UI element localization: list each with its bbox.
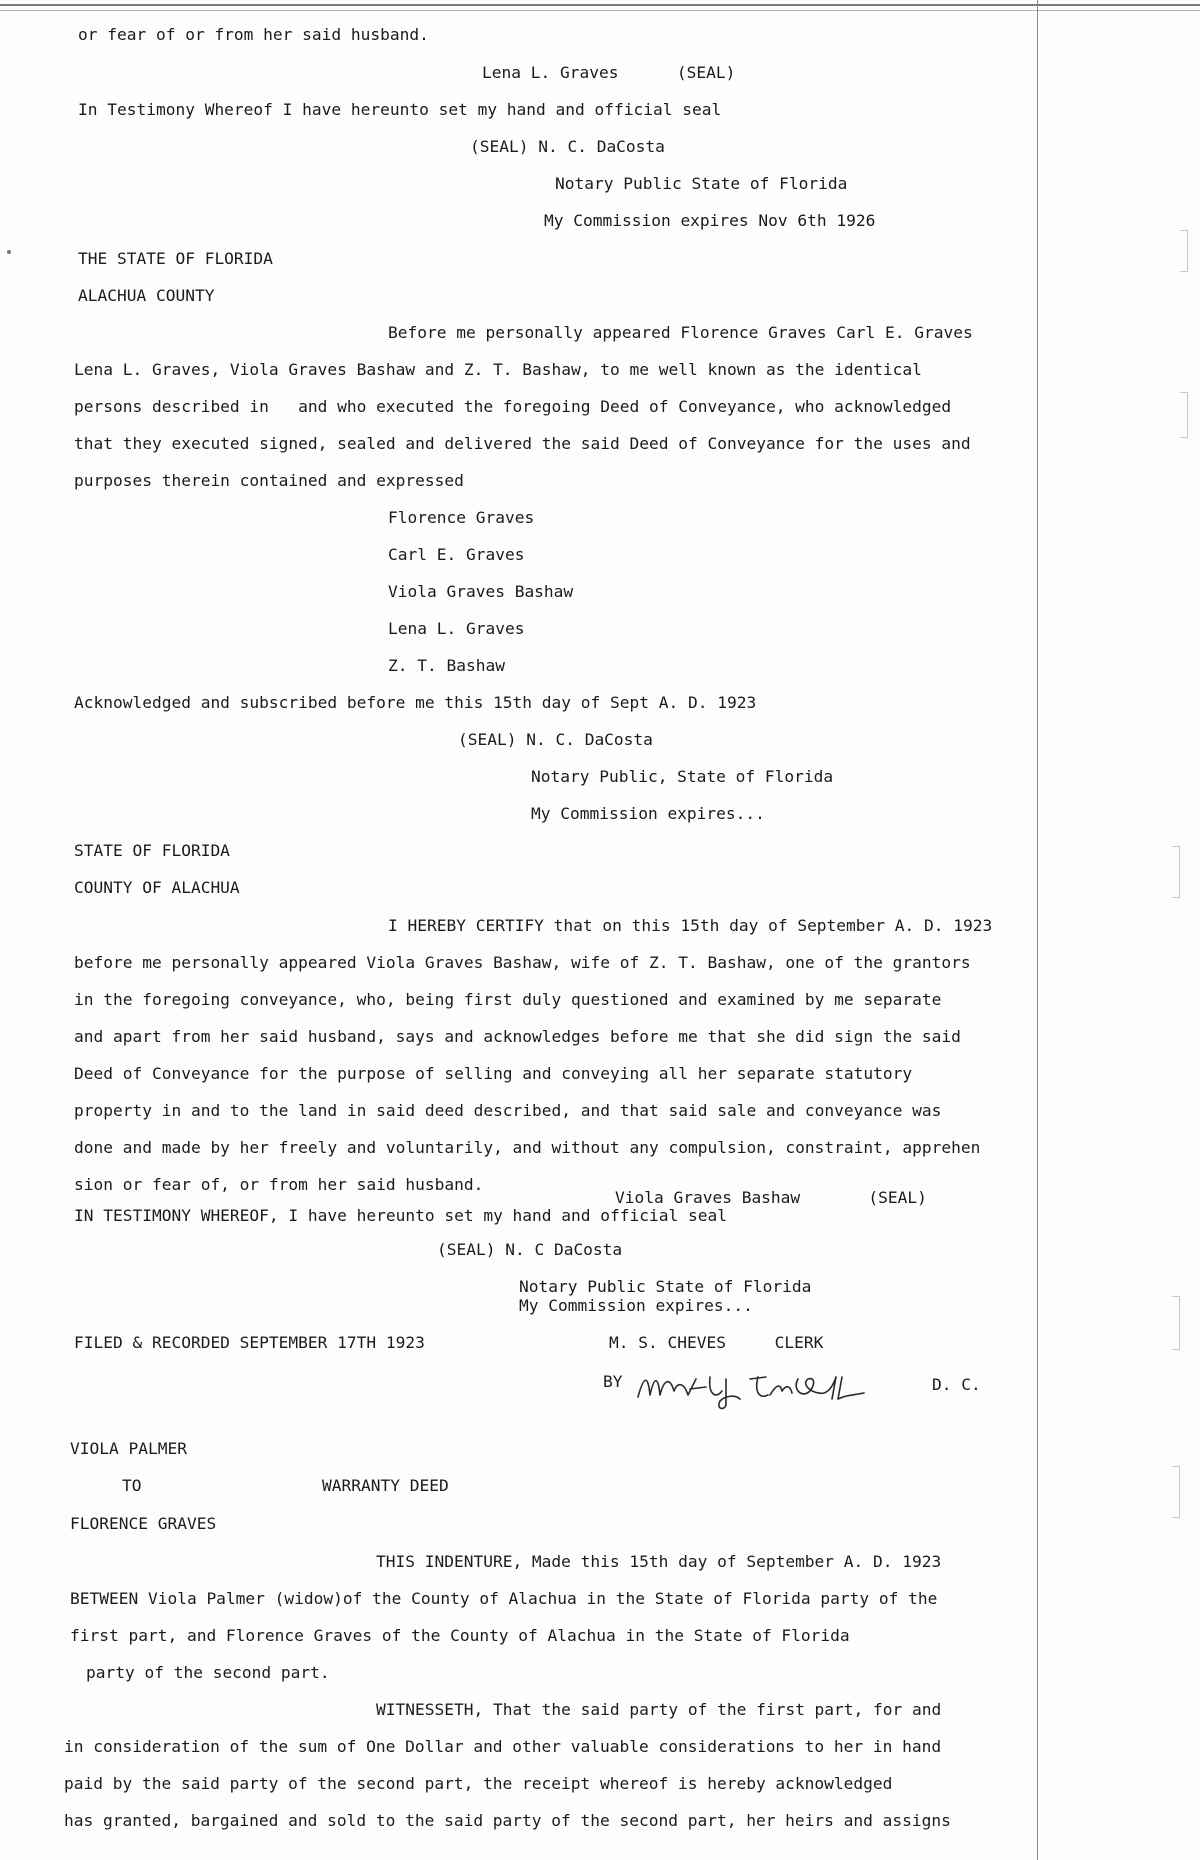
text-line: has granted, bargained and sold to the said party of the second part, her heirs and assigns	[64, 1811, 951, 1830]
filing-line: FILED & RECORDED SEPTEMBER 17TH 1923	[74, 1333, 425, 1352]
notary-seal-line: (SEAL) N. C DaCosta	[437, 1240, 623, 1259]
text-line: that they executed signed, sealed and delivered the said Deed of Conveyance for the uses and	[74, 434, 971, 453]
text-line: IN TESTIMONY WHEREOF, I have hereunto set my hand and official seal	[74, 1206, 727, 1225]
scan-artifact	[1172, 846, 1180, 898]
clerk-signature	[630, 1365, 890, 1415]
text-line: WITNESSETH, That the said party of the first part, for and	[376, 1700, 942, 1719]
text-line: persons described in and who executed the foregoing Deed of Conveyance, who acknowledged	[74, 397, 952, 416]
right-margin-line	[1037, 0, 1038, 1860]
text-line: I HEREBY CERTIFY that on this 15th day of September A. D. 1923	[388, 916, 993, 935]
scan-artifact	[1172, 1296, 1180, 1350]
notary-title-line: Notary Public State of Florida	[519, 1277, 812, 1296]
text-line: Acknowledged and subscribed before me this 15th day of Sept A. D. 1923	[74, 693, 757, 712]
scan-artifact	[1180, 230, 1188, 272]
commission-line: My Commission expires Nov 6th 1926	[544, 211, 876, 230]
notary-title-line: Notary Public State of Florida	[555, 174, 848, 193]
top-border-line	[0, 4, 1200, 6]
signer-name: Carl E. Graves	[388, 545, 525, 564]
signature-line: Lena L. Graves (SEAL)	[482, 63, 736, 82]
text-line: Deed of Conveyance for the purpose of selling and conveying all her separate statutory	[74, 1064, 913, 1083]
to-label: TO	[122, 1476, 142, 1495]
text-line: purposes therein contained and expressed	[74, 471, 464, 490]
document-type: WARRANTY DEED	[322, 1476, 449, 1495]
scan-artifact	[1172, 1466, 1180, 1518]
text-line: in consideration of the sum of One Dollar and other valuable considerations to her in hand	[64, 1737, 942, 1756]
text-line: BETWEEN Viola Palmer (widow)of the County of Alachua in the State of Florida party of the	[70, 1589, 938, 1608]
clerk-line: M. S. CHEVES CLERK	[609, 1333, 824, 1352]
county-heading: COUNTY OF ALACHUA	[74, 878, 240, 897]
text-line: before me personally appeared Viola Graves Bashaw, wife of Z. T. Bashaw, one of the grantors	[74, 953, 971, 972]
by-label: BY	[603, 1372, 623, 1391]
scan-artifact	[1180, 392, 1188, 438]
commission-line: My Commission expires...	[519, 1296, 753, 1315]
text-line: party of the second part.	[86, 1663, 330, 1682]
top-border-line-secondary	[0, 10, 1200, 11]
text-line: first part, and Florence Graves of the County of Alachua in the State of Florida	[70, 1626, 850, 1645]
text-line: and apart from her said husband, says and acknowledges before me that she did sign the said	[74, 1027, 961, 1046]
signer-name: Viola Graves Bashaw	[388, 582, 574, 601]
county-heading: ALACHUA COUNTY	[78, 286, 215, 305]
punch-mark	[7, 250, 11, 254]
text-line: property in and to the land in said deed described, and that said sale and conveyance was	[74, 1101, 942, 1120]
dc-label: D. C.	[932, 1375, 981, 1394]
signer-name: Lena L. Graves	[388, 619, 525, 638]
text-line: in the foregoing conveyance, who, being first duly questioned and examined by me separate	[74, 990, 942, 1009]
text-line: Lena L. Graves, Viola Graves Bashaw and Z. T. Bashaw, to me well known as the identical	[74, 360, 922, 379]
notary-seal-line: (SEAL) N. C. DaCosta	[470, 137, 665, 156]
text-line: THIS INDENTURE, Made this 15th day of September A. D. 1923	[376, 1552, 942, 1571]
commission-line: My Commission expires...	[531, 804, 765, 823]
grantee-name: FLORENCE GRAVES	[70, 1514, 217, 1533]
signer-name: Z. T. Bashaw	[388, 656, 505, 675]
state-heading: THE STATE OF FLORIDA	[78, 249, 273, 268]
text-line: sion or fear of, or from her said husband.	[74, 1175, 484, 1194]
text-line: paid by the said party of the second part, the receipt whereof is hereby acknowledged	[64, 1774, 893, 1793]
text-line: Before me personally appeared Florence Graves Carl E. Graves	[388, 323, 973, 342]
text-line: In Testimony Whereof I have hereunto set my hand and official seal	[78, 100, 722, 119]
signer-name: Florence Graves	[388, 508, 535, 527]
notary-seal-line: (SEAL) N. C. DaCosta	[458, 730, 653, 749]
grantor-name: VIOLA PALMER	[70, 1439, 187, 1458]
notary-title-line: Notary Public, State of Florida	[531, 767, 834, 786]
state-heading: STATE OF FLORIDA	[74, 841, 230, 860]
text-line: done and made by her freely and voluntarily, and without any compulsion, constraint, apprehen	[74, 1138, 981, 1157]
signature-line: Viola Graves Bashaw (SEAL)	[615, 1188, 927, 1207]
text-line: or fear of or from her said husband.	[78, 25, 429, 44]
